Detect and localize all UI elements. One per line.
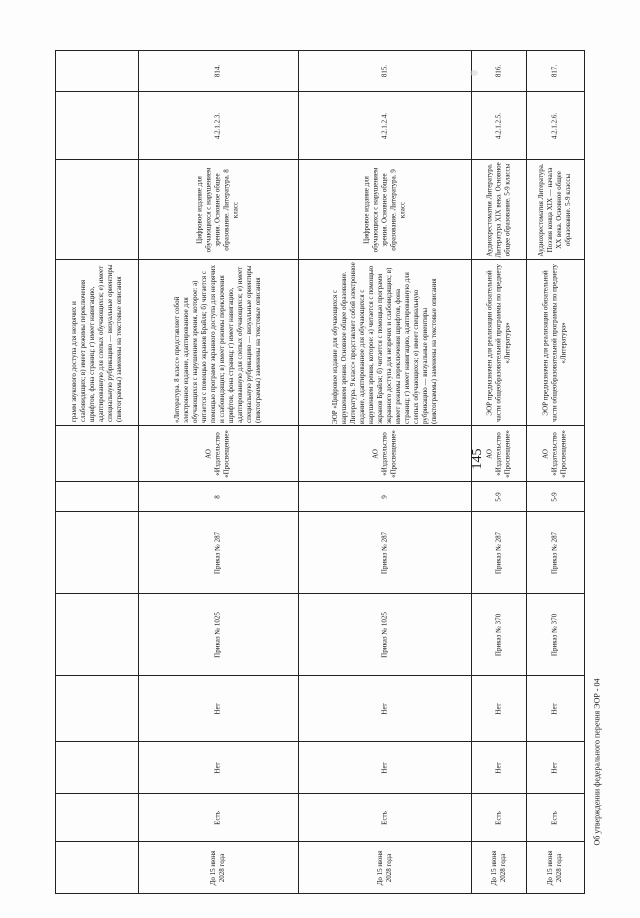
cell-c2 xyxy=(298,741,471,794)
cell-org xyxy=(298,425,471,482)
row-c1: Нет xyxy=(550,703,559,715)
cell-title xyxy=(56,159,138,260)
row-order1: Приказ № 287 xyxy=(550,531,559,575)
row-order1: Приказ № 287 xyxy=(213,531,222,575)
cell-org xyxy=(138,425,298,482)
cell-title xyxy=(138,159,298,260)
cell-c2 xyxy=(56,741,138,794)
row-number: 816. xyxy=(494,64,502,78)
row-c2: Нет xyxy=(494,762,502,774)
cell-num xyxy=(298,51,471,91)
cell-order1 xyxy=(138,511,298,594)
cell-c1 xyxy=(56,675,138,742)
cell-code xyxy=(471,91,526,160)
cell-c2 xyxy=(138,741,298,794)
cell-deadline xyxy=(471,841,526,894)
cell-description xyxy=(56,259,138,426)
row-c3: Есть xyxy=(494,811,502,825)
row-number: 815. xyxy=(380,64,388,78)
cell-c2 xyxy=(526,741,584,794)
row-org: АО «Издательство «Просвещение» xyxy=(371,430,397,478)
description-text: грамм звукового доступа для незрячих и слабовидящих; в) имеет режимы переключения шрифтов, фона страниц; г) имеет навигацию, адаптированную для слепых обучающихся; е) имеет специальную рубрикацию — визуальные ориентиры (пиктограммы) заменены на текстовые описания xyxy=(70,264,123,422)
cell-grades xyxy=(138,481,298,512)
row-c2: Нет xyxy=(380,762,388,774)
row-c3: Есть xyxy=(213,811,222,825)
row-description: ЭОР предназначен для реализации обязательной части общеобразовательной программы по предмету «Литература» xyxy=(541,264,568,422)
cell-org xyxy=(56,425,138,482)
table-row-814 xyxy=(138,51,299,893)
row-title: Цифровое издание для обучающихся с нарушением зрения. Основное общее образование. Литература. 8 класс xyxy=(195,167,240,253)
cell-title xyxy=(471,159,526,260)
cell-grades xyxy=(298,481,471,512)
row-deadline: До 15 июня 2028 года xyxy=(209,850,226,886)
row-c1: Нет xyxy=(213,703,222,715)
cell-num xyxy=(526,51,584,91)
row-grades: 5-9 xyxy=(494,492,502,502)
cell-num xyxy=(471,51,526,91)
row-title: Аудиохрестоматия Литература. Литература XIX века. Основное общее образование. 5-9 классы xyxy=(485,162,511,258)
row-description: ЭОР предназначен для реализации обязательной части общеобразовательной программы по предмету «Литература» xyxy=(485,264,511,422)
cell-code xyxy=(138,91,298,160)
row-deadline: До 15 июня 2028 года xyxy=(375,850,393,886)
cell-org xyxy=(471,425,526,482)
cell-order2 xyxy=(298,593,471,676)
cell-deadline xyxy=(298,841,471,894)
row-org: АО «Издательство «Просвещение» xyxy=(541,430,568,478)
cell-grades xyxy=(471,481,526,512)
row-order2: Приказ № 370 xyxy=(494,613,502,657)
row-title: Аудиохрестоматия Литература. Поэзия конца XIX — начала XX века. Основное общее образование. 5-9 классы xyxy=(537,163,572,257)
cell-description xyxy=(526,259,584,426)
cell-deadline xyxy=(56,841,138,894)
cell-description xyxy=(298,259,471,426)
row-c1: Нет xyxy=(494,703,502,715)
cell-grades xyxy=(526,481,584,512)
row-number: 817. xyxy=(550,64,559,78)
deadline-column xyxy=(55,0,583,50)
cell-grades xyxy=(56,481,138,512)
cell-order2 xyxy=(526,593,584,676)
cell-c1 xyxy=(138,675,298,742)
row-org: АО «Издательство «Просвещение» xyxy=(204,430,231,478)
cell-order1 xyxy=(298,511,471,594)
row-c3: Есть xyxy=(380,811,388,825)
row-c2: Нет xyxy=(550,762,559,774)
resource-table xyxy=(55,50,585,894)
row-code: 4.2.1.2.4. xyxy=(380,112,388,140)
row-deadline: До 15 июня 2028 года xyxy=(489,850,507,886)
row-code: 4.2.1.2.5. xyxy=(494,112,502,140)
row-grades: 5-9 xyxy=(550,492,559,502)
row-order2: Приказ № 1025 xyxy=(213,612,222,658)
row-order2: Приказ № 370 xyxy=(550,613,559,657)
cell-order2 xyxy=(56,593,138,676)
cell-code xyxy=(298,91,471,160)
row-c3: Есть xyxy=(550,811,559,825)
cell-c3 xyxy=(138,793,298,842)
cell-code xyxy=(526,91,584,160)
cell-order2 xyxy=(471,593,526,676)
cell-order2 xyxy=(138,593,298,676)
row-c1: Нет xyxy=(380,703,388,715)
cell-org xyxy=(526,425,584,482)
row-code: 4.2.1.2.3. xyxy=(213,112,222,140)
cell-c3 xyxy=(56,793,138,842)
row-c2: Нет xyxy=(213,762,222,774)
cell-deadline xyxy=(138,841,298,894)
table-row-continuation xyxy=(56,51,139,893)
cell-title xyxy=(526,159,584,260)
row-order1: Приказ № 287 xyxy=(494,531,502,575)
row-org: АО «Издательство «Просвещение» xyxy=(485,430,511,478)
cell-c3 xyxy=(298,793,471,842)
cell-c3 xyxy=(526,793,584,842)
row-deadline: До 15 июня 2028 года xyxy=(546,850,563,886)
row-order2: Приказ № 1025 xyxy=(380,612,388,658)
cell-c2 xyxy=(471,741,526,794)
cell-order1 xyxy=(56,511,138,594)
row-grades: 9 xyxy=(380,495,388,499)
table-row-817 xyxy=(526,51,584,893)
document-footer: Об утверждении федерального перечня ЭОР - 04 xyxy=(592,678,602,846)
cell-c3 xyxy=(471,793,526,842)
table-row-816 xyxy=(471,51,527,893)
table-row-815 xyxy=(298,51,472,893)
row-description: ЭОР «Цифровое издание для обучающихся с нарушением зрения. Основное общее образование. Литература. 9 класс» представляет собой электронное издание, адаптированное для обучающихся с нарушением зрения, которое: а) читается с помощью экранов Брайля; б) читается с помощью программ экранного доступа для незрячих и слабовидящих; в) имеет режимы переключения шрифтов, фона страниц; г) имеет навигацию, адаптированную для слепых обучающихся; е) имеет специальную рубрикацию — визуальные ориентиры (пиктограммы) заменены на текстовые описания xyxy=(330,262,438,424)
cell-order1 xyxy=(471,511,526,594)
scan-speck xyxy=(470,70,478,76)
cell-c1 xyxy=(526,675,584,742)
cell-num xyxy=(138,51,298,91)
row-title: Цифровое издание для обучающихся с нарушением зрения. Основное общее образование. Литература. 9 класс xyxy=(362,167,406,253)
row-code: 4.2.1.2.6. xyxy=(550,112,559,140)
row-description: «Литература. 8 класс» представляет собой электронное издание, адаптированное для обучающихся с нарушением зрения, которое: а) читается с помощью экранов Брайля; б) читается с помощью программ экранного доступа для незрячих и слабовидящих; в) имеет режимы переключения шрифтов, фона страниц; г) имеет навигацию, адаптированную для слепых обучающихся; е) имеет специальную рубрикацию — визуальные ориентиры (пиктограммы) заменены на текстовые описания xyxy=(173,264,262,423)
cell-code xyxy=(56,91,138,160)
cell-title xyxy=(298,159,471,260)
row-order1: Приказ № 287 xyxy=(380,531,388,575)
cell-order1 xyxy=(526,511,584,594)
cell-c1 xyxy=(471,675,526,742)
cell-c1 xyxy=(298,675,471,742)
row-number: 814. xyxy=(213,64,222,78)
cell-description xyxy=(471,259,526,426)
cell-description xyxy=(138,259,298,426)
cell-num xyxy=(56,51,138,91)
cell-deadline xyxy=(526,841,584,894)
page-number: 145 xyxy=(470,448,485,470)
row-grades: 8 xyxy=(213,495,222,499)
